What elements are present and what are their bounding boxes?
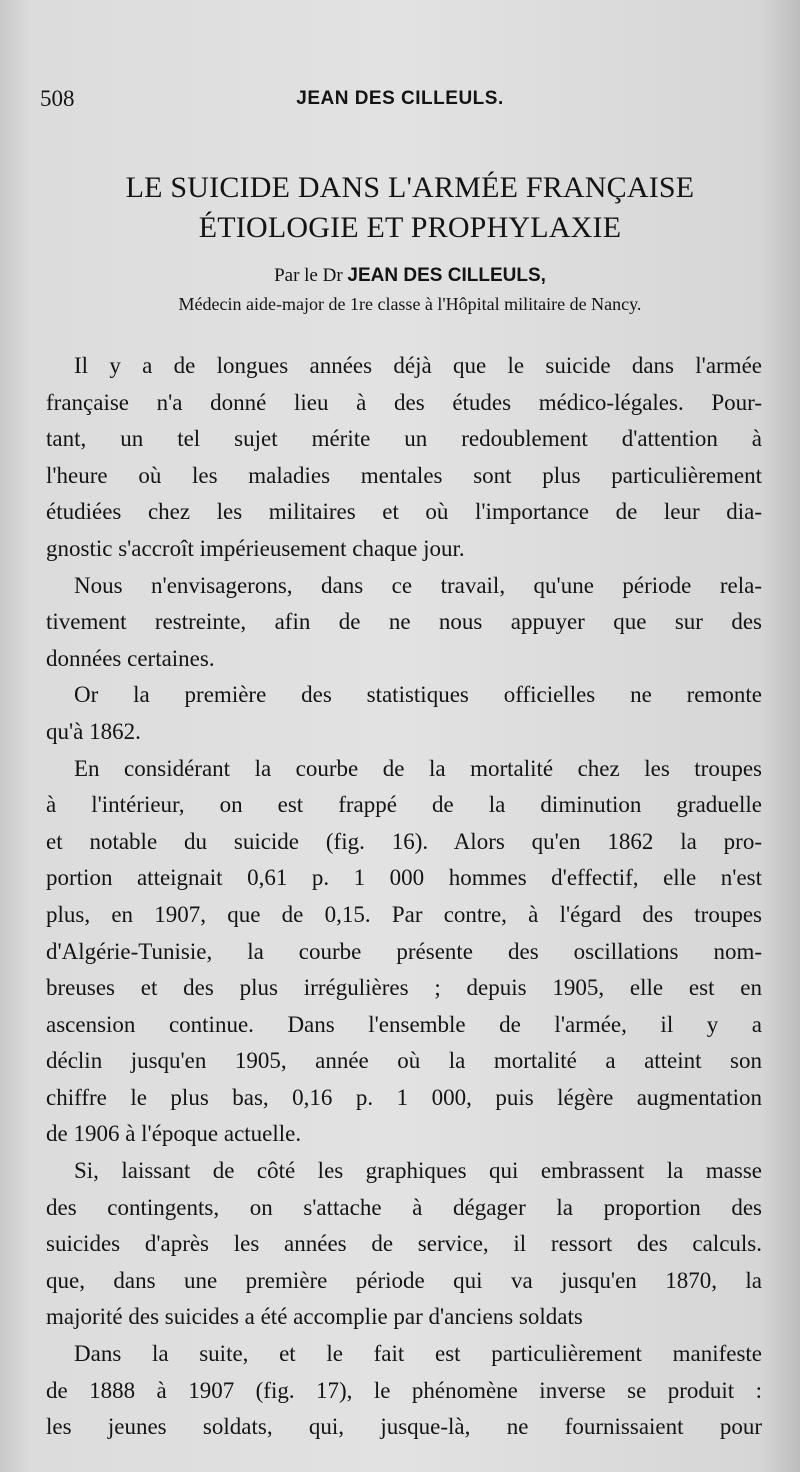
article-title — [40, 168, 780, 248]
byline — [40, 262, 780, 318]
running-head — [40, 86, 760, 118]
text-line: Il y a de longues années déjà que le suicide dans l'armée — [74, 353, 762, 378]
running-title: JEAN DES CILLEULS. — [296, 88, 504, 109]
text-line: d'Algérie-Tunisie, la courbe présente des oscillations nom- — [46, 938, 762, 964]
text-line: étudiées chez les militaires et où l'importance de leur dia- — [46, 499, 762, 525]
text-line: gnostic s'accroît impérieusement chaque jour. — [46, 535, 465, 561]
text-line: breuses et des plus irrégulières ; depuis 1905, elle est en — [46, 975, 762, 1001]
text-line: tivement restreinte, afin de ne nous appuyer que sur des — [46, 609, 762, 635]
body-paragraph — [46, 751, 762, 1154]
text-line: à l'intérieur, on est frappé de la diminution graduelle — [46, 792, 762, 818]
text-line: et notable du suicide (fig. 16). Alors qu'en 1862 la pro- — [46, 828, 762, 854]
page-number: 508 — [40, 86, 75, 111]
text-line: les jeunes soldats, qui, jusque-là, ne fournissaient pour — [46, 1414, 762, 1440]
text-line: française n'a donné lieu à des études médico-légales. Pour- — [46, 389, 762, 415]
body-paragraph — [46, 568, 762, 678]
body-text — [46, 348, 762, 1446]
text-line: de 1888 à 1907 (fig. 17), le phénomène inverse se produit : — [46, 1377, 762, 1403]
author-affiliation: Médecin aide-major de 1re classe à l'Hôpital militaire de Nancy. — [178, 294, 642, 314]
article-title-line: ÉTIOLOGIE ET PROPHYLAXIE — [198, 211, 622, 244]
text-line: suicides d'après les années de service, il ressort des calculs. — [46, 1231, 762, 1257]
text-line: tant, un tel sujet mérite un redoublement d'attention à — [46, 426, 762, 452]
body-paragraph — [46, 348, 762, 568]
text-line: En considérant la courbe de la mortalité chez les troupes — [74, 755, 762, 781]
text-line: de 1906 à l'époque actuelle. — [46, 1121, 302, 1147]
text-line: portion atteignait 0,61 p. 1 000 hommes d'effectif, elle n'est — [46, 865, 762, 891]
article-title-line: LE SUICIDE DANS L'ARMÉE FRANÇAISE — [125, 171, 695, 204]
text-line: que, dans une première période qui va jusqu'en 1870, la — [46, 1267, 762, 1293]
text-line: Or la première des statistiques officielles ne remonte — [74, 682, 762, 708]
text-line: ascension continue. Dans l'ensemble de l'armée, il y a — [46, 1011, 762, 1037]
text-line: plus, en 1907, que de 0,15. Par contre, à l'égard des troupes — [46, 901, 762, 927]
text-line: Dans la suite, et le fait est particulièrement manifeste — [74, 1341, 762, 1367]
text-line: majorité des suicides a été accomplie par d'anciens soldats — [46, 1304, 583, 1330]
text-line: des contingents, on s'attache à dégager la proportion des — [46, 1194, 762, 1220]
body-paragraph — [46, 1153, 762, 1336]
text-line: Si, laissant de côté les graphiques qui embrassent la masse — [74, 1158, 762, 1184]
author-name: JEAN DES CILLEULS, — [347, 265, 546, 286]
text-line: l'heure où les maladies mentales sont plus particulièrement — [46, 462, 762, 488]
body-paragraph — [46, 677, 762, 750]
body-paragraph — [46, 1336, 762, 1446]
text-line: déclin jusqu'en 1905, année où la mortalité a atteint son — [46, 1048, 762, 1074]
byline-prefix: Par le Dr — [274, 265, 343, 286]
text-line: données certaines. — [46, 645, 215, 671]
author-line — [40, 262, 780, 290]
text-line: Nous n'envisagerons, dans ce travail, qu'une période rela- — [74, 572, 762, 598]
text-line: chiffre le plus bas, 0,16 p. 1 000, puis légère augmentation — [46, 1084, 762, 1110]
text-line: qu'à 1862. — [46, 718, 141, 744]
